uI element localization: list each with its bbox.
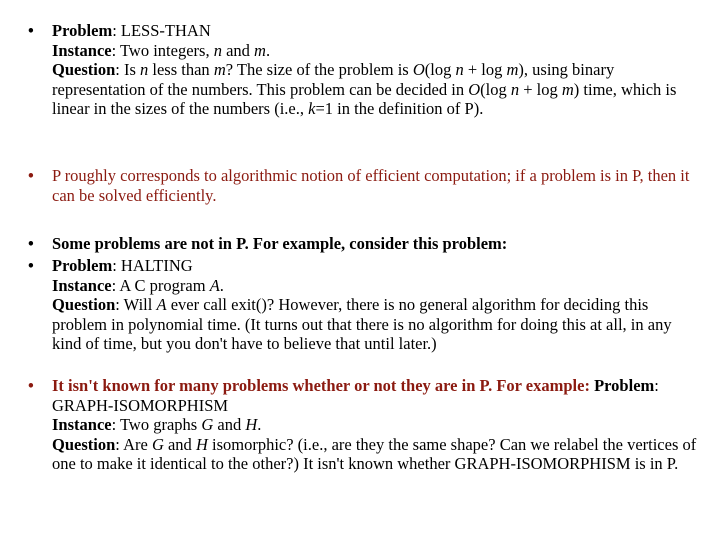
- bullet-item-p-efficient: [28, 166, 700, 205]
- bullet-item-not-in-p: [28, 234, 700, 254]
- problem-label: Problem: [52, 256, 113, 275]
- bullet-text: Some problems are not in P. For example, consider this problem:: [52, 234, 508, 253]
- question-label: Question: [52, 434, 116, 454]
- bullet-item-graph-isomorphism: [28, 376, 700, 474]
- question-label: Question: [52, 60, 116, 79]
- bullet-text: Problem: HALTING Instance: A C program A. Question: Will A ever call exit()? However, there is no general algorithm for deciding this problem in polynomial time. (It turns out that there is no algorithm for doing this at all, in any kind of time, but you don't have to believe that until later.): [52, 256, 672, 353]
- instance-label: Instance: [52, 415, 112, 434]
- instance-label: Instance: [52, 275, 112, 295]
- bullet-marker: •: [28, 21, 34, 40]
- question-label: Question: [52, 295, 116, 314]
- bullet-marker: •: [28, 234, 34, 253]
- bullet-marker: •: [28, 166, 34, 185]
- problem-label: Problem: [52, 21, 113, 40]
- bullet-text: It isn't known for many problems whether or not they are in P. For example: Problem: GRAPH-ISOMORPHISM Instance: Two graphs G and H. Question: Are G and H isomorphic? (i.e., are they the same shape? Can we relabel the vertices of one to make it identical to the other?) It isn't known whether GRAPH-ISOMORPHISM is in P.: [52, 376, 697, 473]
- bullet-text: Problem: LESS-THAN Instance: Two integers, n and m. Question: Is n less than m? The size of the problem is O(log n + log m), using binary representation of the numbers. This problem can be decided in O(log n + log m) time, which is linear in the sizes of the numbers (i.e., k=1 in the definition of P).: [52, 21, 677, 118]
- problem-label: Problem: [594, 376, 655, 395]
- bullet-item-halting: [28, 256, 700, 354]
- bullet-marker: •: [28, 256, 34, 275]
- bullet-item-less-than: [28, 21, 700, 119]
- instance-label: Instance: [52, 40, 112, 60]
- lead-text: It isn't known for many problems whether or not they are in P. For example:: [52, 376, 595, 395]
- bullet-text: P roughly corresponds to algorithmic notion of efficient computation; if a problem is in P, then it can be solved efficiently.: [52, 166, 690, 205]
- bullet-marker: •: [28, 376, 34, 395]
